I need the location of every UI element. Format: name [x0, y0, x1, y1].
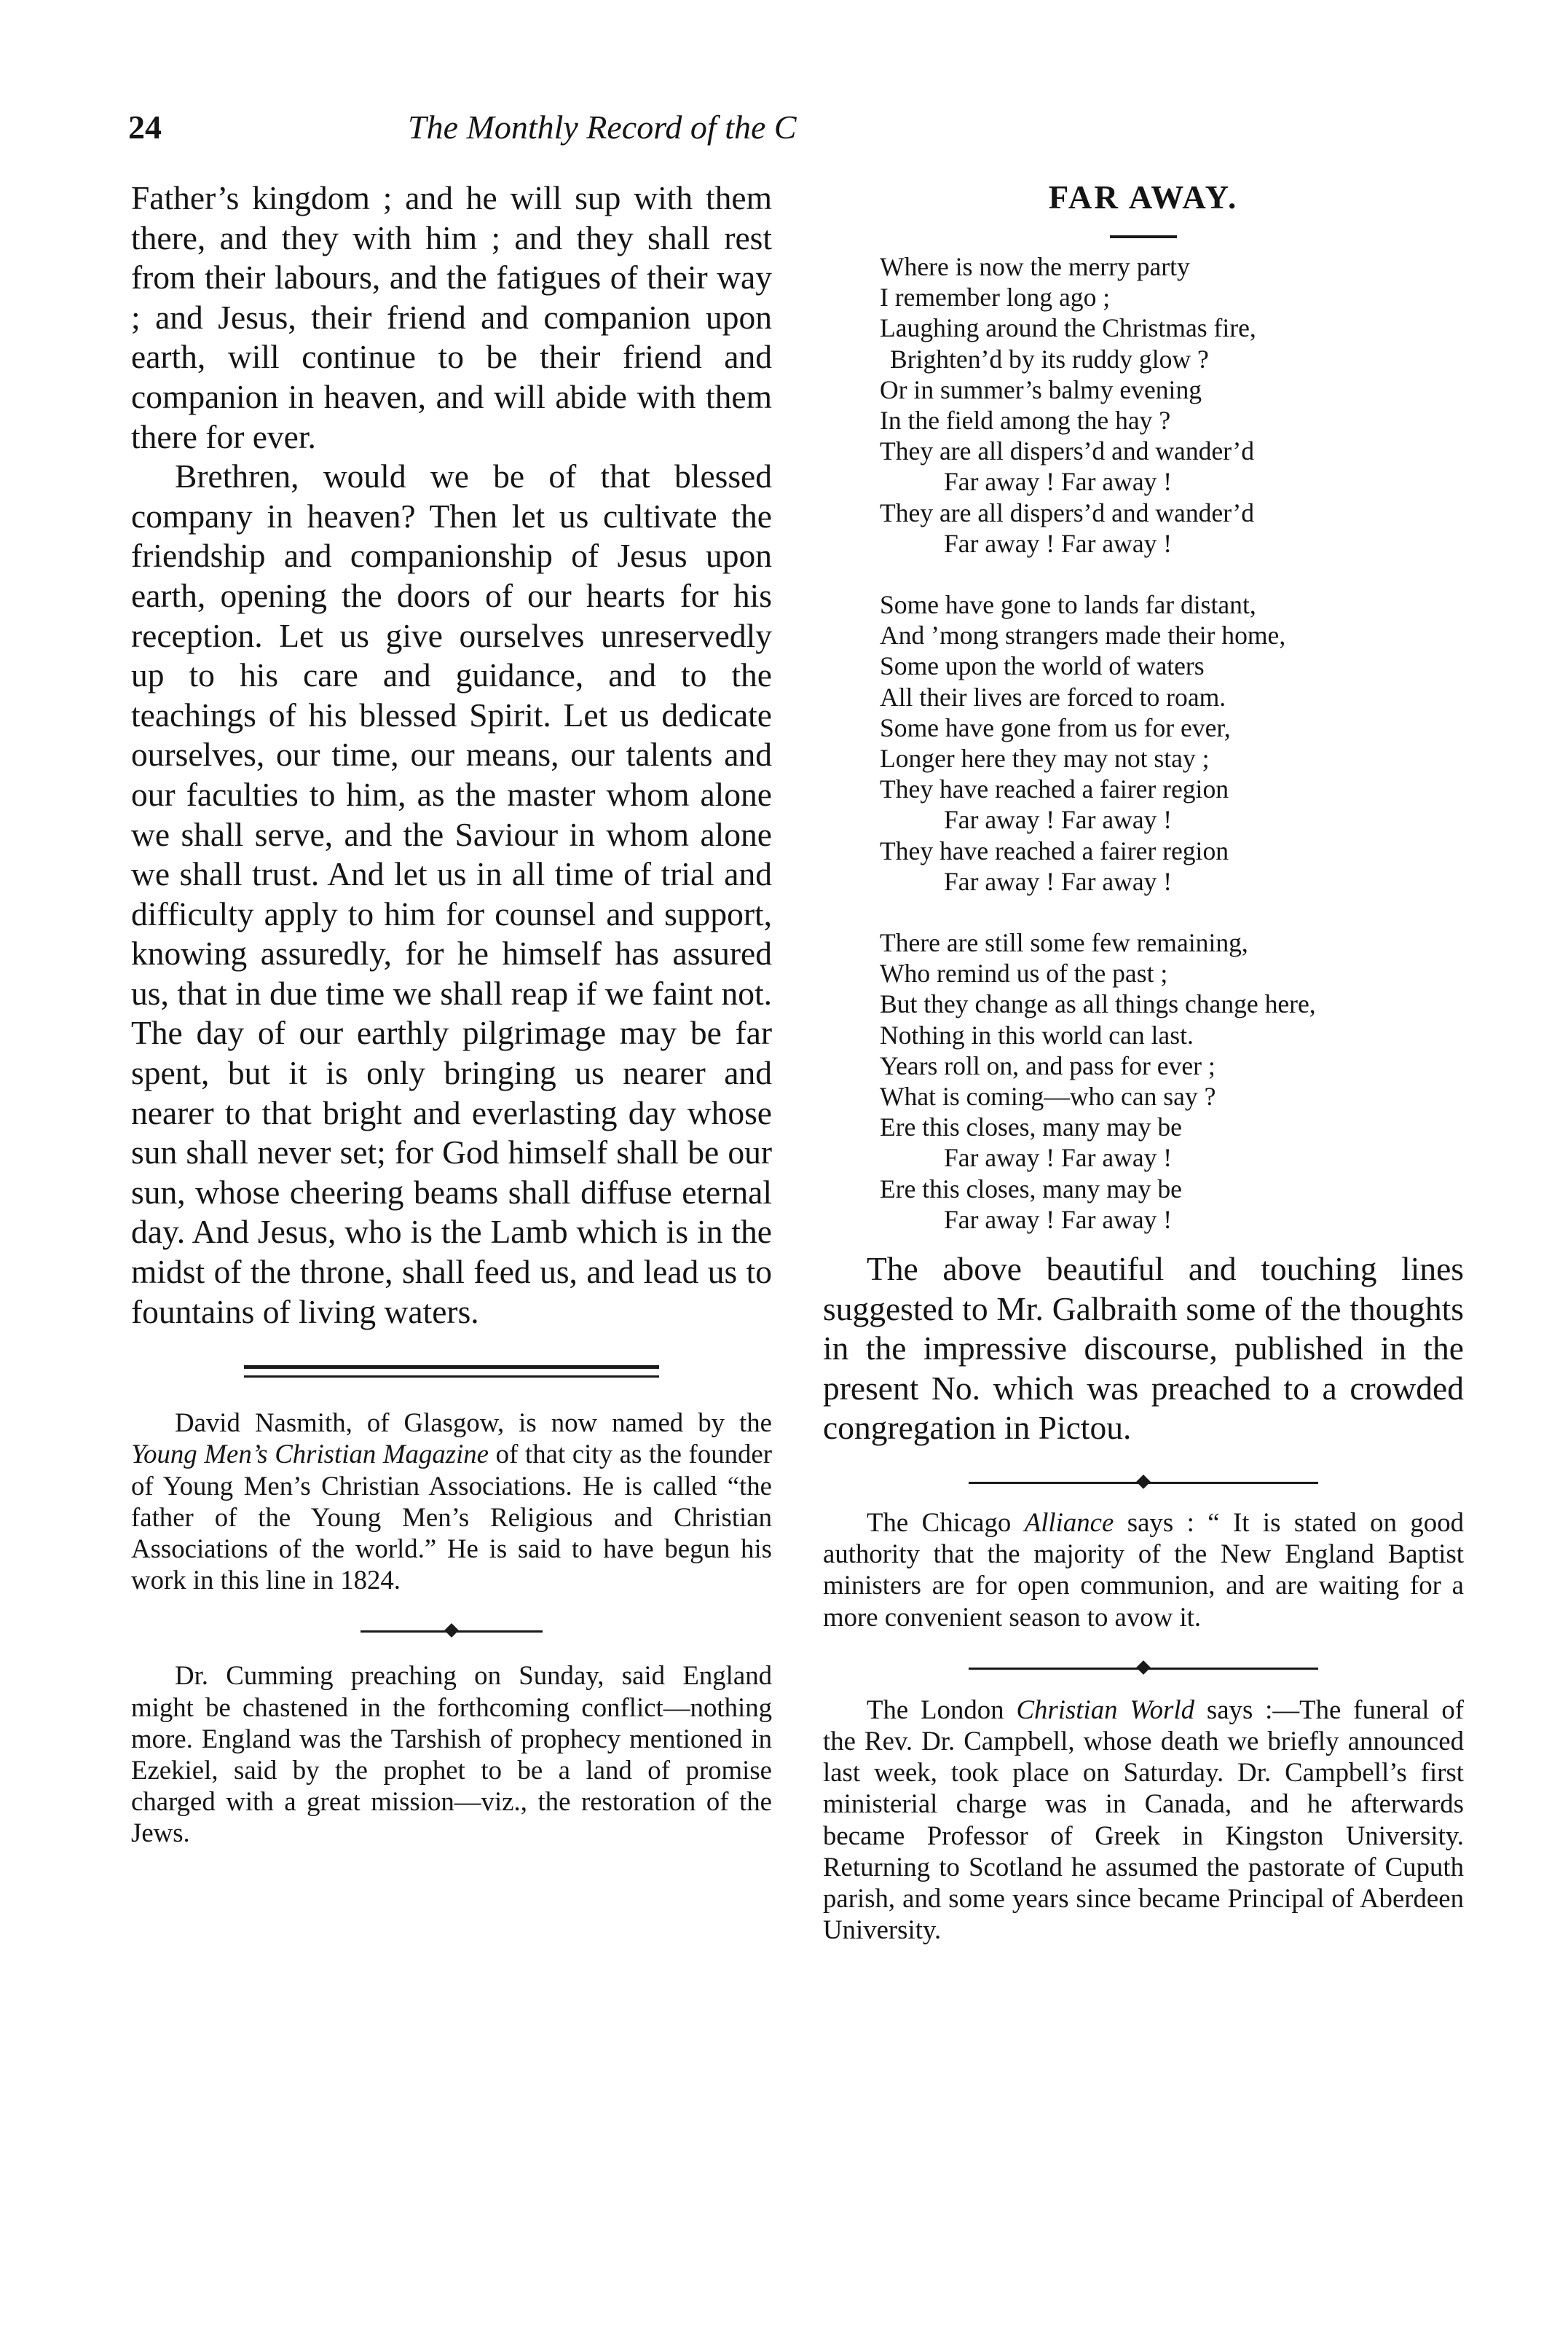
- sermon-paragraph-1: Father’s kingdom ; and he will sup with them there, and they with him ; and they shall rest from their labours, and the fatigues of their way ; and Jesus, their friend and companion upon earth, will continue to be their friend and companion in heaven, and will abide with them there for ever.: [131, 179, 772, 455]
- poem-line: Laughing around the Christmas fire,: [880, 313, 1256, 343]
- poem-line: They have reached a fairer region: [880, 774, 1229, 804]
- poem-line: They are all dispers’d and wander’d: [880, 498, 1255, 527]
- poem-line: Longer here they may not stay ;: [880, 744, 1210, 774]
- poem-line: Ere this closes, many may be: [880, 1112, 1182, 1142]
- nasmith-note: David Nasmith, of Glasgow, is now named by the Young Men’s Christian Magazine of that city as the founder of Young Men’s Christian Associations. He is called “the father of the Young Men’s Religious and Christian Associations of the world.” He is said to have begun his work in this line in 1824.: [131, 1407, 772, 1595]
- london-note: The London Christian World says :—The funeral of the Rev. Dr. Campbell, whose death we briefly announced last week, took place on Saturday. Dr. Campbell’s first ministerial charge was in Canada, and he afterwards became Professor of Greek in Kingston University. Returning to Scotland he assumed the pastorate of Cuputh parish, and some years since became Principal of Aberdeen University.: [823, 1694, 1464, 1945]
- double-rule-divider: [244, 1365, 659, 1378]
- poem-line: Far away ! Far away !: [944, 467, 1173, 497]
- right-column: [823, 178, 1464, 1946]
- poem-line: There are still some few remaining,: [880, 928, 1248, 958]
- poem-line: Some have gone to lands far distant,: [880, 590, 1256, 620]
- poem-line: Some have gone from us for ever,: [880, 712, 1231, 742]
- poem-line: Some upon the world of waters: [880, 651, 1205, 681]
- poem-note: The above beautiful and touching lines suggested to Mr. Galbraith some of the thoughts in the impressive discourse, published in the present No. which was preached to a crowded congregation in Pictou.: [823, 1250, 1464, 1447]
- sermon-conclusion: [131, 178, 772, 1332]
- poem-far-away: [880, 251, 1464, 1235]
- poem-line: But they change as all things change here,: [880, 989, 1316, 1019]
- newspaper-title: Alliance: [1024, 1507, 1114, 1538]
- poem-line: Far away ! Far away !: [944, 1143, 1173, 1173]
- chicago-note: The Chicago Alliance says : “ It is stated on good authority that the majority of the New England Baptist ministers are for open communion, and are waiting for a more convenient season to avow it.: [823, 1507, 1465, 1632]
- poem-line: Far away ! Far away !: [944, 805, 1173, 835]
- poem-stanza: [880, 927, 1464, 1235]
- ornament-divider: [969, 1662, 1318, 1675]
- poem-stanza: [880, 589, 1464, 897]
- poem-line: They are all dispers’d and wander’d: [880, 436, 1255, 466]
- poem-line: Ere this closes, many may be: [880, 1174, 1182, 1203]
- poem-line: Brighten’d by its ruddy glow ?: [890, 344, 1209, 374]
- poem-line: Where is now the merry party: [880, 252, 1190, 281]
- running-title: The Monthly Record of the C: [408, 109, 797, 146]
- poem-stanza: [880, 251, 1464, 559]
- ornament-divider: [361, 1625, 543, 1638]
- poem-line: Nothing in this world can last.: [880, 1020, 1194, 1050]
- magazine-title: Young Men’s Christian Magazine: [131, 1439, 489, 1469]
- left-column: [131, 178, 772, 1849]
- poem-line: I remember long ago ;: [880, 283, 1111, 313]
- poem-line: Far away ! Far away !: [944, 866, 1173, 896]
- poem-line: In the field among the hay ?: [880, 406, 1171, 436]
- poem-line: They have reached a fairer region: [880, 836, 1229, 865]
- poem-line: Far away ! Far away !: [944, 528, 1173, 558]
- poem-line: And ’mong strangers made their home,: [880, 621, 1286, 651]
- poem-line: Far away ! Far away !: [944, 1204, 1173, 1234]
- poem-line: What is coming—who can say ?: [880, 1082, 1216, 1112]
- sermon-paragraph-2: Brethren, would we be of that blessed company in heaven? Then let us cultivate the friendship and companionship of Jesus upon earth, opening the doors of our hearts for his reception. Let us give ourselves unreservedly up to his care and guidance, and to the teachings of his blessed Spirit. Let us dedicate ourselves, our time, our means, our talents and our faculties to him, as the master whom alone we shall serve, and the Saviour in whom alone we shall trust. And let us in all time of trial and difficulty apply to him for counsel and support, knowing assuredly, for he himself has assured us, that in due time we shall reap if we faint not. The day of our earthly pilgrimage may be far spent, but it is only bringing us nearer and nearer to that bright and everlasting day whose sun shall never set; for God himself shall be our sun, whose cheering beams shall diffuse eternal day. And Jesus, who is the Lamb which is in the midst of the throne, shall feed us, and lead us to fountains of living waters.: [131, 457, 772, 1330]
- ornament-divider: [969, 1476, 1318, 1489]
- poem-line: Or in summer’s balmy evening: [880, 374, 1202, 404]
- poem-title: FAR AWAY.: [1048, 179, 1239, 216]
- poem-line: Who remind us of the past ;: [880, 959, 1168, 989]
- page-number: 24: [128, 109, 162, 146]
- cumming-note: Dr. Cumming preaching on Sunday, said England might be chastened in the forthcoming conflict—nothing more. England was the Tarshish of prophecy mentioned in Ezekiel, said by the prophet to be a land of promise charged with a great mission—viz., the restoration of the Jews.: [131, 1660, 772, 1848]
- newspaper-title: Christian World: [1016, 1694, 1195, 1724]
- poem-line: All their lives are forced to roam.: [880, 682, 1226, 712]
- poem-line: Years roll on, and pass for ever ;: [880, 1050, 1216, 1080]
